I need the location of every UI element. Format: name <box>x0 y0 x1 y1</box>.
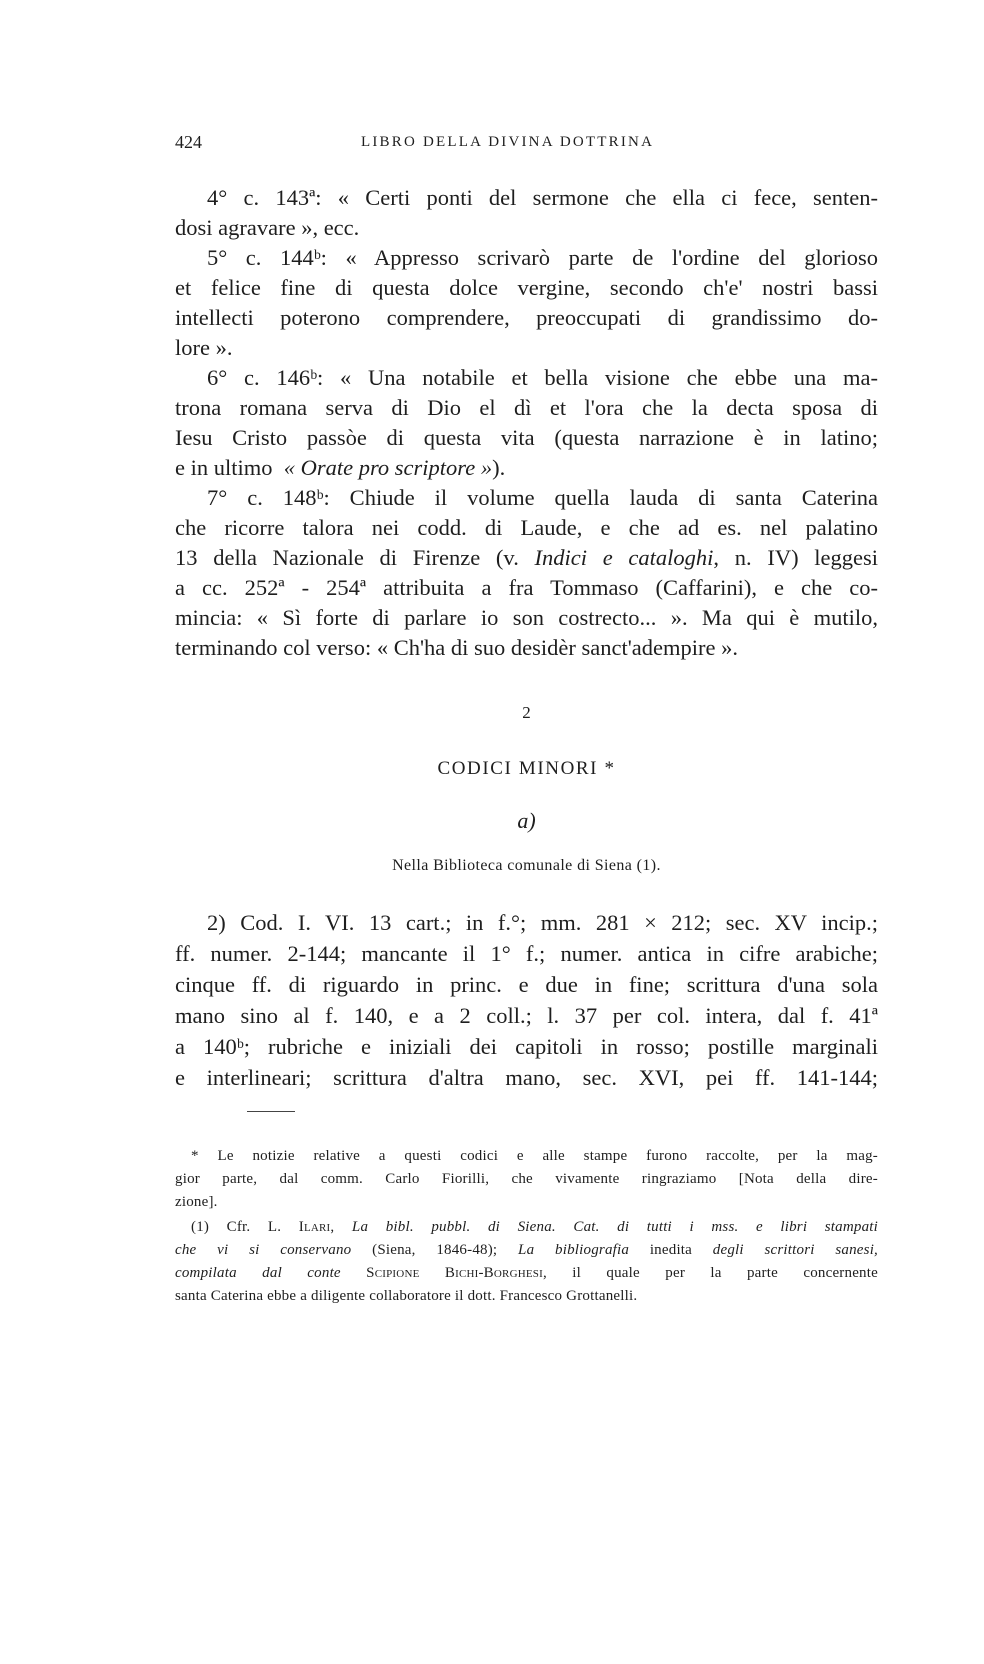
text-line: e interlineari; scrittura d'altra mano, sec. XVI, pei ff. 141-144; <box>175 1065 878 1090</box>
text-fragment: 13 della Nazionale di Firenze (v. <box>175 545 519 570</box>
section-number: 2 <box>522 703 531 722</box>
codex-entry <box>175 907 878 1093</box>
text-line: mincia: « Sì forte di parlare io son costrecto... ». Ma qui è mutilo, <box>175 605 878 630</box>
subsection-heading: a) <box>517 808 536 833</box>
text-line: intellecti poterono comprendere, preoccupati di grandissimo do- <box>175 305 878 330</box>
footnotes <box>175 1145 878 1310</box>
text-line <box>175 1262 878 1285</box>
entry-4 <box>175 183 878 243</box>
footnote-1 <box>175 1216 878 1308</box>
entries-list <box>175 183 878 663</box>
text-line: mano sino al f. 140, e a 2 coll.; l. 37 per col. intera, dal f. 41ª <box>175 1003 878 1028</box>
codex-description <box>175 907 878 1093</box>
italic-title: degli scrittori sanesi, <box>712 1242 879 1258</box>
text-line: zione]. <box>175 1194 218 1210</box>
italic-title: La bibliografia <box>518 1242 630 1258</box>
text-line: 7° c. 148ᵇ: Chiude il volume quella lauda di santa Caterina <box>207 485 878 510</box>
text-line: trona romana serva di Dio el dì et l'ora che la decta sposa di <box>175 395 878 420</box>
text-line: a 140ᵇ; rubriche e iniziali dei capitoli in rosso; postille marginali <box>175 1034 878 1059</box>
text-line: terminando col verso: « Ch'ha di suo desidèr sanct'adempire ». <box>175 635 738 660</box>
text-fragment: (1) Cfr. L. <box>191 1219 282 1235</box>
text-fragment: , <box>330 1219 335 1235</box>
text-fragment: inedita <box>649 1242 693 1258</box>
text-line: 2) Cod. I. VI. 13 cart.; in f.°; mm. 281 × 212; sec. XV incip.; <box>207 910 878 935</box>
author-name: Scipione Bichi-Borghesi <box>366 1265 543 1281</box>
page-number: 424 <box>175 132 202 152</box>
running-head: LIBRO DELLA DIVINA DOTTRINA <box>361 134 655 150</box>
location-caption: Nella Biblioteca comunale di Siena (1). <box>392 857 661 874</box>
text-line: 5° c. 144ᵇ: « Appresso scrivarò parte de l'ordine del glorioso <box>207 245 878 270</box>
text-line <box>175 543 878 573</box>
text-line <box>175 1216 878 1239</box>
italic-quote: « Orate pro scriptore » <box>283 455 493 480</box>
section-title: CODICI MINORI * <box>437 758 616 779</box>
entry-6 <box>175 363 878 483</box>
text-line: a cc. 252ª - 254ª attribuita a fra Tommaso (Caffarini), e che co- <box>175 575 878 600</box>
text-line: dosi agravare », ecc. <box>175 215 360 240</box>
italic-title: La bibl. pubbl. di Siena. Cat. di tutti i mss. e libri stampati <box>351 1219 879 1235</box>
text-line: et felice fine di questa dolce vergine, secondo ch'e' nostri bassi <box>175 275 878 300</box>
text-line: ff. numer. 2-144; mancante il 1° f.; numer. antica in cifre arabiche; <box>175 941 878 966</box>
text-line: 6° c. 146ᵇ: « Una notabile et bella visione che ebbe una ma- <box>207 365 878 390</box>
entry-5 <box>175 243 878 363</box>
footnote-star <box>175 1145 878 1214</box>
text-line: cinque ff. di riguardo in princ. e due in fine; scrittura d'una sola <box>175 972 878 997</box>
text-line: santa Caterina ebbe a diligente collaboratore il dott. Francesco Grottanelli. <box>175 1288 638 1304</box>
text-line: lore ». <box>175 335 233 360</box>
page-header <box>175 132 880 162</box>
italic-title: compilata dal conte <box>175 1265 341 1281</box>
text-fragment: , n. IV) leggesi <box>713 545 879 570</box>
text-line: che ricorre talora nei codd. di Laude, e che ad es. nel palatino <box>175 515 878 540</box>
text-line <box>175 1239 878 1262</box>
text-fragment: e in ultimo <box>175 455 273 480</box>
text-line: Iesu Cristo passòe di questa vita (questa narrazione è in latino; <box>175 425 878 450</box>
text-line: 4° c. 143ª: « Certi ponti del sermone che ella ci fece, senten- <box>207 185 878 210</box>
text-fragment: (Siena, 1846-48); <box>372 1242 498 1258</box>
text-line: gior parte, dal comm. Carlo Fiorilli, che vivamente ringraziamo [Nota della dire- <box>175 1171 878 1187</box>
text-fragment: ). <box>492 455 506 480</box>
entry-7 <box>175 483 878 663</box>
text-line: * Le notizie relative a questi codici e alle stampe furono raccolte, per la mag- <box>191 1148 878 1164</box>
author-name: Ilari <box>298 1219 331 1235</box>
italic-title: che vi si conservano <box>175 1242 352 1258</box>
italic-title: Indici e cataloghi <box>534 545 714 570</box>
footnote-divider <box>247 1111 295 1112</box>
text-fragment: , il quale per la parte concernente <box>542 1265 878 1281</box>
text-line <box>175 453 878 483</box>
